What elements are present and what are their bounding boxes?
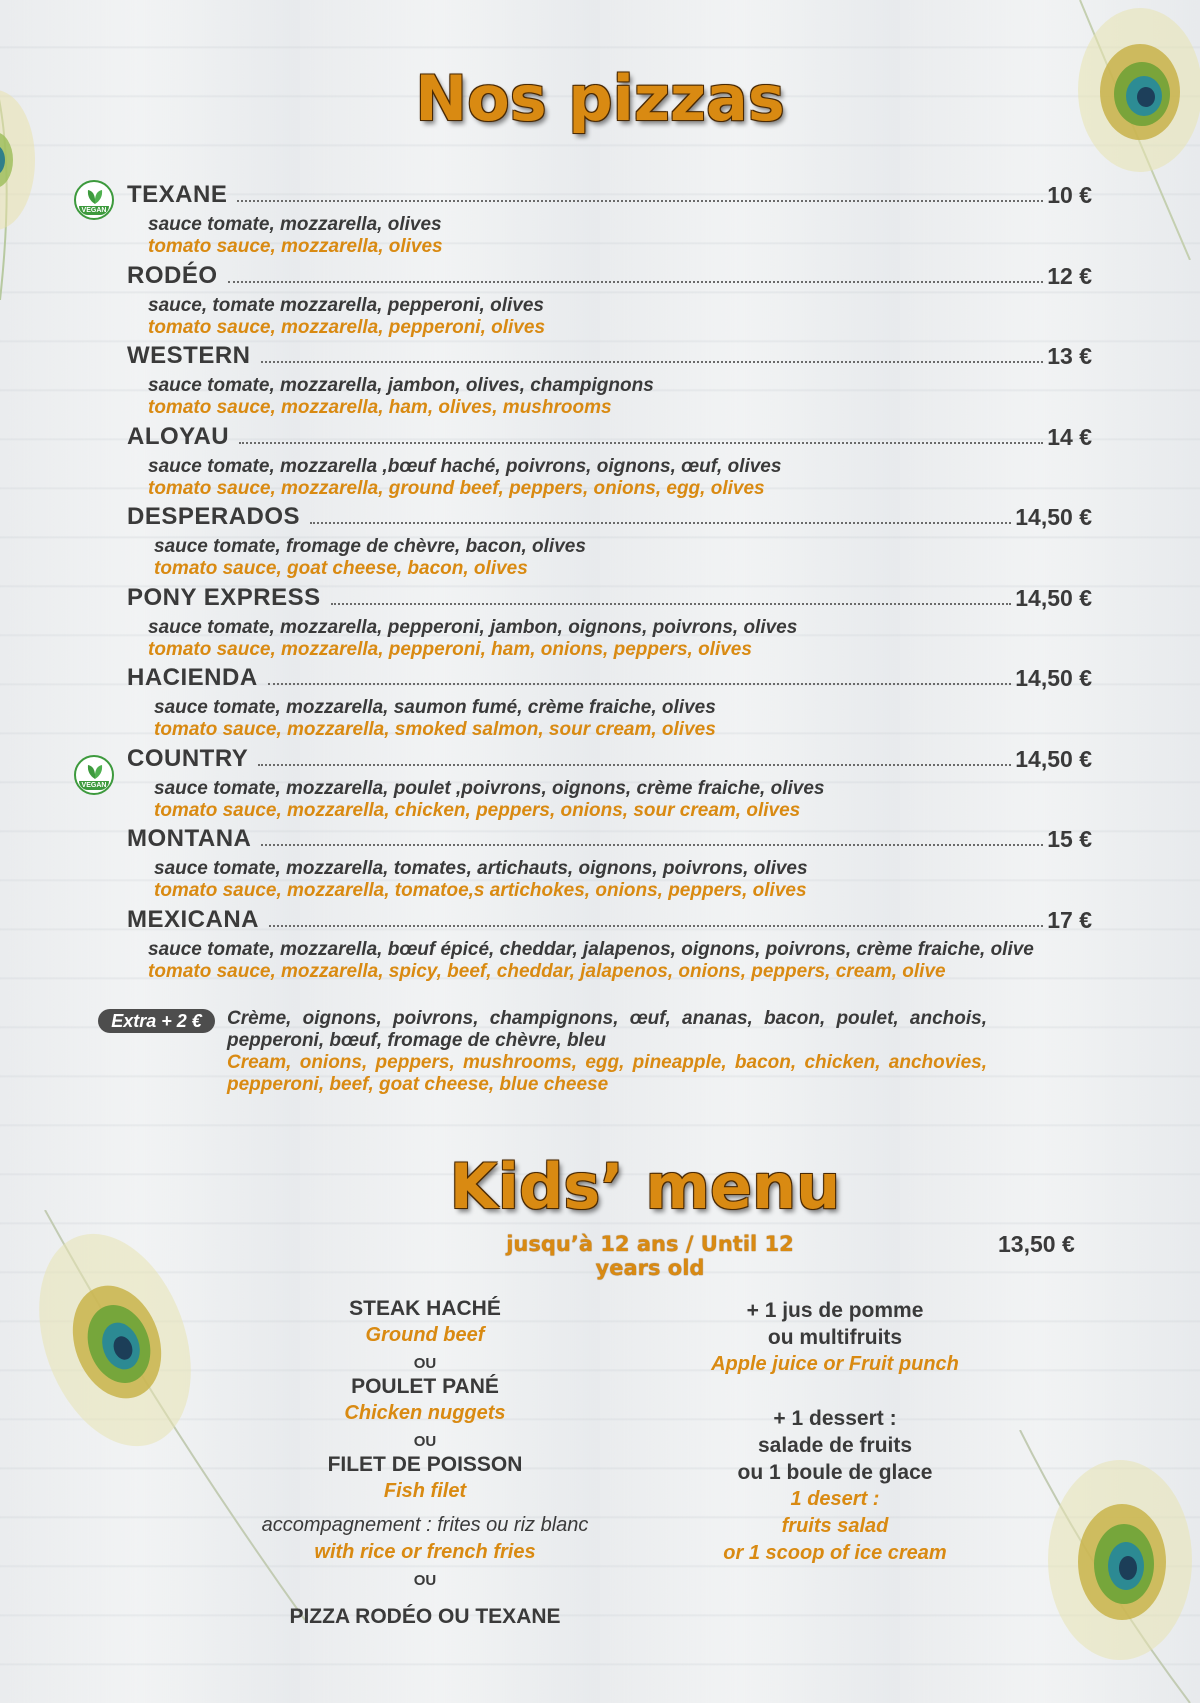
pizza-description-fr: sauce tomate, mozzarella, olives [148, 214, 442, 235]
poulet-pane: POULET PANÉ [351, 1375, 499, 1398]
kids-price: 13,50 € [998, 1231, 1075, 1257]
leaf-icon [85, 762, 105, 780]
steak-hache-en: Ground beef [365, 1324, 485, 1346]
juice-en: Apple juice or Fruit punch [711, 1353, 959, 1375]
pizza-header [127, 582, 1092, 612]
dotted-leader [310, 522, 1011, 524]
pizza-price: 10 € [1047, 182, 1092, 208]
extra-fr: Crème, oignons, poivrons, champignons, œuf, ananas, bacon, poulet, anchois, pepperoni, bœuf, fromage de chèvre, bleu [227, 1008, 987, 1051]
or-separator: OU [413, 1572, 437, 1589]
pizza-price: 14,50 € [1015, 585, 1092, 611]
or-separator: OU [413, 1433, 437, 1450]
filet-poisson-en: Fish filet [383, 1480, 467, 1502]
pizza-header [127, 662, 1092, 692]
pizza-description-en: tomato sauce, goat cheese, bacon, olives [154, 558, 528, 579]
pizza-description-en: tomato sauce, mozzarella, pepperoni, olives [148, 317, 546, 338]
accompaniment: accompagnement : frites ou riz blanc [261, 1514, 589, 1536]
filet-poisson: FILET DE POISSON [327, 1453, 523, 1476]
pizza-name: TEXANE [127, 181, 228, 208]
pizza-name: DESPERADOS [127, 503, 301, 530]
poulet-pane-en: Chicken nuggets [344, 1402, 506, 1424]
desert-en-3: or 1 scoop of ice cream [723, 1542, 947, 1564]
vegan-badge-icon [74, 180, 114, 220]
pizza-header [127, 260, 1092, 290]
pizza-description-fr: sauce tomate, mozzarella, saumon fumé, crème fraiche, olives [154, 697, 716, 718]
pizza-price: 14,50 € [1015, 665, 1092, 691]
dotted-leader [269, 925, 1043, 927]
juice-line-1: + 1 jus de pomme [746, 1299, 924, 1322]
pizza-description-fr: sauce tomate, mozzarella, bœuf épicé, cheddar, jalapenos, oignons, poivrons, crème fraiche, olive [148, 939, 1034, 960]
dotted-leader [261, 361, 1044, 363]
pizza-description-en: tomato sauce, mozzarella, spicy, beef, cheddar, jalapenos, onions, peppers, cream, olive [148, 961, 946, 982]
dessert-line-1: + 1 dessert : [773, 1407, 897, 1430]
leaf-icon [85, 187, 105, 205]
pizza-name: COUNTRY [127, 745, 249, 772]
dessert-line-2: salade de fruits [757, 1434, 913, 1457]
pizza-description-en: tomato sauce, mozzarella, tomatoe,s artichokes, onions, peppers, olives [154, 880, 807, 901]
pizza-price: 14,50 € [1015, 746, 1092, 772]
vegan-label: VEGAN [79, 206, 109, 215]
pizza-choice: PIZZA RODÉO OU TEXANE [289, 1605, 561, 1628]
pizza-description-fr: sauce tomate, mozzarella, pepperoni, jambon, oignons, poivrons, olives [148, 617, 798, 638]
pizza-name: ALOYAU [127, 423, 230, 450]
pizza-description-en: tomato sauce, mozzarella, ham, olives, mushrooms [148, 397, 612, 418]
pizza-price: 14 € [1047, 424, 1092, 450]
pizza-description-en: tomato sauce, mozzarella, chicken, peppers, onions, sour cream, olives [154, 800, 801, 821]
pizza-description-en: tomato sauce, mozzarella, smoked salmon, sour cream, olives [154, 719, 716, 740]
kids-title: Kids’ menu [449, 1150, 841, 1223]
desert-en-2: fruits salad [781, 1515, 889, 1537]
pizza-price: 14,50 € [1015, 504, 1092, 530]
pizza-header [127, 421, 1092, 451]
vegan-badge-icon [74, 755, 114, 795]
pizza-name: HACIENDA [127, 664, 258, 691]
dotted-leader [228, 281, 1044, 283]
pizza-header [127, 179, 1092, 209]
vegan-label: VEGAN [79, 781, 109, 790]
pizza-name: WESTERN [127, 342, 251, 369]
dotted-leader [268, 683, 1012, 685]
pizza-description-fr: sauce, tomate mozzarella, pepperoni, olives [148, 295, 544, 316]
dotted-leader [237, 200, 1043, 202]
kids-subtitle: jusqu’à 12 ans / Until 12 years old [506, 1232, 794, 1280]
pizza-name: RODÉO [127, 262, 218, 289]
desert-en-1: 1 desert : [790, 1488, 880, 1510]
peacock-feather-bottom-right [1010, 1430, 1200, 1703]
or-separator: OU [413, 1355, 437, 1372]
juice-line-2: ou multifruits [767, 1326, 903, 1349]
pizza-header [127, 743, 1092, 773]
pizza-description-en: tomato sauce, mozzarella, pepperoni, ham, onions, peppers, olives [148, 639, 752, 660]
extra-badge: Extra + 2 € [98, 1009, 215, 1033]
pizza-price: 13 € [1047, 343, 1092, 369]
pizza-header [127, 904, 1092, 934]
pizza-name: PONY EXPRESS [127, 584, 321, 611]
pizza-header [127, 501, 1092, 531]
pizza-name: MEXICANA [127, 906, 260, 933]
dotted-leader [331, 603, 1012, 605]
pizza-price: 17 € [1047, 907, 1092, 933]
dotted-leader [239, 442, 1043, 444]
pizza-description-fr: sauce tomate, mozzarella, poulet ,poivrons, oignons, crème fraiche, olives [154, 778, 825, 799]
dotted-leader [261, 844, 1043, 846]
pizza-price: 15 € [1047, 826, 1092, 852]
pizza-description-en: tomato sauce, mozzarella, ground beef, peppers, onions, egg, olives [148, 478, 765, 499]
pizza-header [127, 340, 1092, 370]
pizza-price: 12 € [1047, 263, 1092, 289]
pizza-description-en: tomato sauce, mozzarella, olives [148, 236, 443, 257]
extra-en: Cream, onions, peppers, mushrooms, egg, pineapple, bacon, chicken, anchovies, pepperoni, beef, goat cheese, blue cheese [227, 1052, 987, 1095]
pizza-name: MONTANA [127, 825, 252, 852]
pizza-description-fr: sauce tomate, mozzarella, tomates, artichauts, oignons, poivrons, olives [154, 858, 808, 879]
dotted-leader [258, 764, 1011, 766]
pizza-description-fr: sauce tomate, fromage de chèvre, bacon, olives [154, 536, 586, 557]
pizzas-title: Nos pizzas [415, 62, 785, 135]
steak-hache: STEAK HACHÉ [349, 1297, 501, 1320]
accompaniment-en: with rice or french fries [314, 1541, 536, 1563]
pizza-header [127, 823, 1092, 853]
pizza-description-fr: sauce tomate, mozzarella ,bœuf haché, poivrons, oignons, œuf, olives [148, 456, 782, 477]
dessert-line-3: ou 1 boule de glace [737, 1461, 933, 1484]
pizza-description-fr: sauce tomate, mozzarella, jambon, olives, champignons [148, 375, 654, 396]
